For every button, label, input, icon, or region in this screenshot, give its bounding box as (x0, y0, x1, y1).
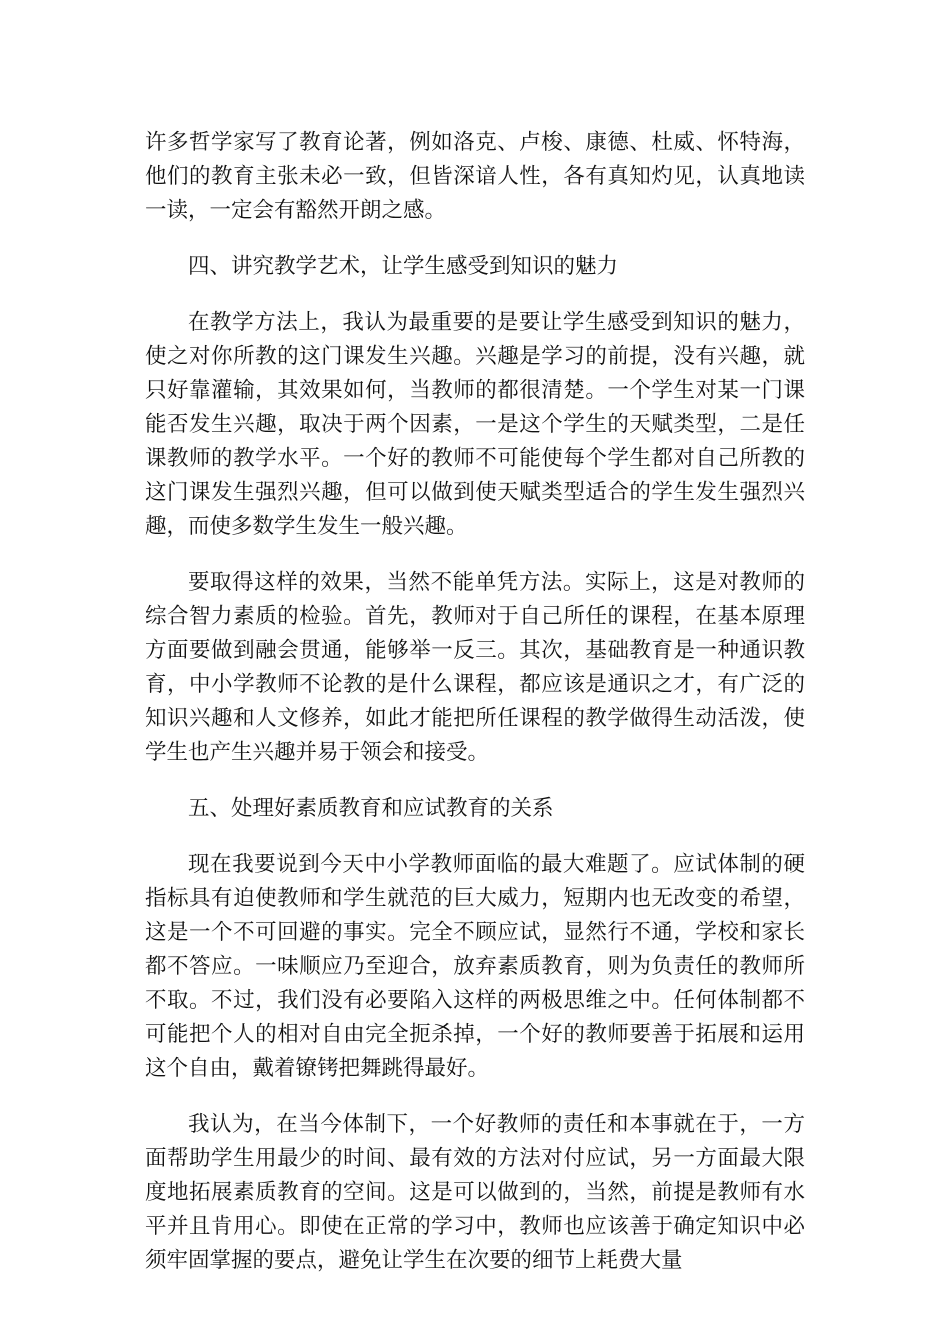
section-heading-four: 四、讲究教学艺术，让学生感受到知识的魅力 (188, 254, 619, 279)
document-body (145, 126, 805, 1300)
paragraph-teaching-method: 在教学方法上，我认为最重要的是要让学生感受到知识的魅力，使之对你所教的这门课发生兴趣。兴趣是学习的前提，没有兴趣，就只好靠灌输，其效果如何，当教师的都很清楚。一个学生对某一门课能否发生兴趣，取决于两个因素，一是这个学生的天赋类型，二是任课教师的教学水平。一个好的教师不可能使每个学生都对自己所教的这门课发生强烈兴趣，但可以做到使天赋类型适合的学生发生强烈兴趣，而使多数学生发生一般兴趣。 (145, 310, 805, 539)
paragraph-teacher-responsibility: 我认为，在当今体制下，一个好教师的责任和本事就在于，一方面帮助学生用最少的时间、最有效的方法对付应试，另一方面最大限度地拓展素质教育的空间。这是可以做到的，当然，前提是教师有水平并且肯用心。即使在正常的学习中，教师也应该善于确定知识中必须牢固掌握的要点，避免让学生在次要的细节上耗费大量 (145, 1112, 805, 1273)
section-heading-five: 五、处理好素质教育和应试教育的关系 (188, 796, 554, 821)
paragraph-exam-system: 现在我要说到今天中小学教师面临的最大难题了。应试体制的硬指标具有迫使教师和学生就范的巨大威力，短期内也无改变的希望，这是一个不可回避的事实。完全不顾应试，显然行不通，学校和家长都不答应。一味顺应乃至迎合，放弃素质教育，则为负责任的教师所不取。不过，我们没有必要陷入这样的两极思维之中。任何体制都不可能把个人的相对自由完全扼杀掉，一个好的教师要善于拓展和运用这个自由，戴着镣铐把舞跳得最好。 (145, 852, 805, 1081)
paragraph-teacher-quality: 要取得这样的效果，当然不能单凭方法。实际上，这是对教师的综合智力素质的检验。首先，教师对于自己所任的课程，在基本原理方面要做到融会贯通，能够举一反三。其次，基础教育是一种通识教育，中小学教师不论教的是什么课程，都应该是通识之才，有广泛的知识兴趣和人文修养，如此才能把所任课程的教学做得生动活泼，使学生也产生兴趣并易于领会和接受。 (145, 570, 805, 765)
paragraph-philosophers: 许多哲学家写了教育论著，例如洛克、卢梭、康德、杜威、怀特海，他们的教育主张未必一致，但皆深谙人性，各有真知灼见，认真地读一读，一定会有豁然开朗之感。 (145, 130, 805, 223)
